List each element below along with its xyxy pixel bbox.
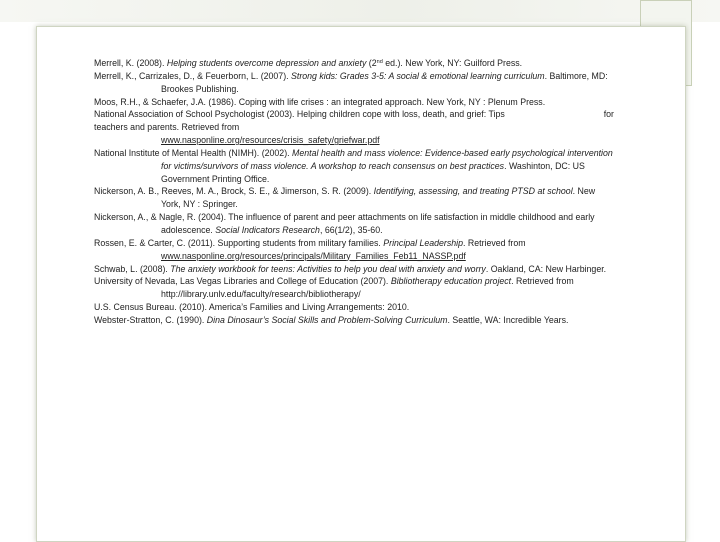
reference-item (94, 275, 614, 301)
reference-item (94, 57, 614, 70)
ref-tail: for (603, 109, 614, 120)
ref-text: Moos, R.H., & Schaefer, J.A. (1986). Coping with life crises : an integrated approach. New York, NY : Plenum Press. (94, 96, 546, 107)
ref-text: ed.). New York, NY: Guilford Press. (382, 58, 523, 68)
ref-text: U.S. Census Bureau. (2010). America’s Families and Living Arrangements: 2010. (94, 302, 410, 313)
reference-item (94, 211, 614, 237)
ref-title: Helping students overcome depression and anxiety (166, 58, 367, 68)
ref-title: Mental health and mass violence: Evidence-based early psychological intervention for victims/survivors of mass violence. A workshop to reach consensus on best practices (161, 147, 613, 171)
ref-text: Nickerson, A. B., Reeves, M. A., Brock, S. E., & Jimerson, S. R. (2009). (94, 186, 374, 197)
ref-text: Nickerson, A., & Nagle, R. (2004). The influence of parent and peer attachments on life satisfaction in middle childhood and early adolescence. (94, 212, 595, 235)
reference-item (94, 70, 614, 96)
ref-text: Merrell, K., Carrizales, D., & Feuerborn, L. (2007). (94, 70, 292, 81)
ref-title: Social Indicators Research (215, 224, 320, 235)
ref-title: The anxiety workbook for teens: Activities to help you deal with anxiety and worry (170, 263, 486, 274)
ref-text: . New York, NY : Springer. (161, 186, 596, 210)
ref-text: . Retrieved from (463, 237, 526, 248)
ref-link[interactable]: www.nasponline.org/resources/crisis_safety/griefwar.pdf (161, 135, 380, 146)
ref-text: (2 (366, 58, 377, 68)
ref-text: , 66(1/2), 35-60. (319, 224, 383, 235)
ref-title: Identifying, assessing, and treating PTSD at school (373, 186, 573, 197)
reference-item (94, 108, 614, 147)
reference-item (94, 185, 614, 211)
ref-text: . Baltimore, MD: Brookes Publishing. (161, 70, 608, 94)
reference-item (94, 314, 614, 327)
ref-title: Principal Leadership (383, 237, 463, 248)
reference-list (94, 57, 614, 327)
reference-item (94, 263, 614, 276)
ref-text: Webster-Stratton, C. (1990). (94, 314, 207, 325)
reference-item (94, 301, 614, 314)
ref-title: Bibliotherapy education project (390, 276, 512, 287)
ref-title: Dina Dinosaur’s Social Skills and Problem-Solving Curriculum (206, 314, 448, 325)
ref-text: teachers and parents. Retrieved from (94, 122, 240, 133)
ref-text: . Retrieved from http://library.unlv.edu/faculty/research/bibliotherapy/ (161, 276, 574, 300)
ref-text: University of Nevada, Las Vegas Libraries and College of Education (2007). (94, 276, 391, 287)
ref-text: . Seattle, WA: Incredible Years. (447, 314, 569, 325)
ref-text: Rossen, E. & Carter, C. (2011). Supporting students from military families. (94, 237, 384, 248)
top-stripe (0, 0, 720, 22)
reference-item (94, 96, 614, 109)
reference-item (94, 147, 614, 186)
ref-text: Schwab, L. (2008). (94, 263, 171, 274)
ref-superscript: nd (376, 59, 383, 65)
ref-text: . Washinton, DC: US Government Printing Office. (161, 160, 585, 184)
ref-text: . Oakland, CA: New Harbinger. (485, 263, 607, 274)
reference-item (94, 237, 614, 263)
ref-title: Strong kids: Grades 3-5: A social & emotional learning curriculum (291, 70, 545, 81)
ref-text: National Institute of Mental Health (NIMH). (2002). (94, 147, 293, 158)
ref-text: National Association of School Psychologist (2003). Helping children cope with loss, death, and grief: Tips (94, 109, 505, 120)
ref-text: Merrell, K. (2008). (94, 58, 167, 68)
ref-link[interactable]: www.nasponline.org/resources/principals/Military_Families_Feb11_NASSP.pdf (161, 250, 466, 261)
